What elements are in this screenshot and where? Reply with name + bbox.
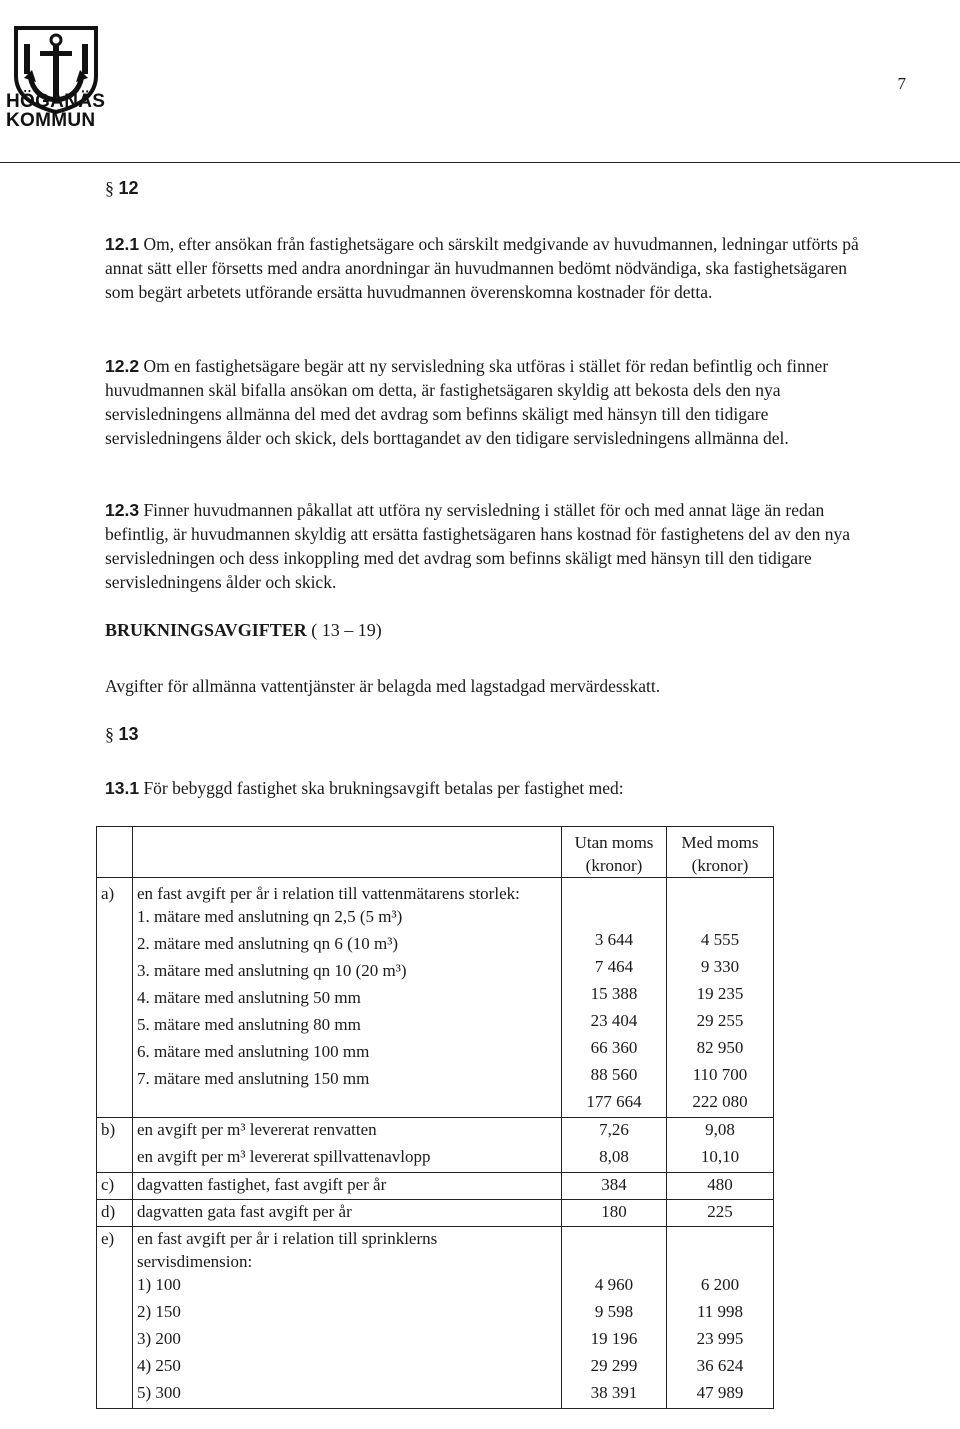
list-item: 3. mätare med anslutning qn 10 (20 m³) (137, 961, 407, 980)
section-13-heading (105, 724, 139, 745)
table-row-c (97, 1173, 774, 1200)
paragraph-12-1 (105, 232, 865, 304)
value-incl: 36 624 (696, 1356, 744, 1375)
paragraph-12-3 (105, 498, 865, 594)
logo-text-line2: KOMMUN (6, 110, 96, 131)
list-item: 5. mätare med anslutning 80 mm (137, 1015, 361, 1034)
col-header-excl-vat: Utan moms (kronor) (562, 827, 667, 878)
paragraph-12-1-number: 12.1 (105, 234, 140, 254)
page-number: 7 (897, 74, 906, 93)
row-d-label: dagvatten gata fast avgift per år (133, 1200, 562, 1227)
value-excl: 23 404 (590, 1011, 638, 1030)
value-excl: 3 644 (594, 930, 634, 949)
value-incl: 19 235 (696, 984, 744, 1003)
list-item: 5) 300 (137, 1383, 181, 1402)
paragraph-12-2-text: Om en fastighetsägare begär att ny servisledning ska utföras i stället för redan befintlig och finner huvudmannen skäl bifalla ansökan om detta, är fastighetsägaren skyldig att bekosta dels den nya servisledningens allmänna del med det avdrag som befinns skäligt med hänsyn till den tidigare servisledningens ålder och skick, dels borttagandet av den tidigare servisledningens allmänna del. (105, 356, 829, 448)
value-incl: 222 080 (692, 1092, 748, 1111)
paragraph-12-2 (105, 354, 865, 450)
paragraph-13-1 (105, 776, 865, 800)
value-excl: 7,26 (599, 1120, 629, 1139)
brukning-heading-ref: ( 13 – 19) (311, 620, 382, 640)
col-header-incl-vat: Med moms (kronor) (667, 827, 774, 878)
section-13-label: 13 (118, 724, 139, 744)
row-letter: c) (97, 1173, 133, 1200)
row-a-description: en fast avgift per år i relation till vattenmätarens storlek: (137, 884, 520, 903)
value-excl: 66 360 (590, 1038, 638, 1057)
list-item: 4. mätare med anslutning 50 mm (137, 988, 361, 1007)
value-excl: 19 196 (590, 1329, 638, 1348)
value-incl: 6 200 (700, 1275, 740, 1294)
paragraph-sign-icon: § (105, 178, 114, 198)
list-item: 3) 200 (137, 1329, 181, 1348)
value-excl: 9 598 (594, 1302, 634, 1321)
value-incl: 82 950 (696, 1038, 744, 1057)
value-incl: 9 330 (700, 957, 740, 976)
value-excl: 88 560 (590, 1065, 638, 1084)
brukning-intro: Avgifter för allmänna vattentjänster är belagda med lagstadgad mervärdesskatt. (105, 676, 661, 696)
value-incl: 11 998 (696, 1302, 744, 1321)
brukning-heading-title: BRUKNINGSAVGIFTER (105, 620, 307, 640)
value-excl: 177 664 (586, 1092, 642, 1111)
list-item: 2. mätare med anslutning qn 6 (10 m³) (137, 934, 398, 953)
value-incl: 480 (667, 1173, 774, 1200)
value-excl: 8,08 (599, 1147, 629, 1166)
row-letter: a) (97, 878, 133, 1118)
list-item: 1) 100 (137, 1275, 181, 1294)
paragraph-13-1-number: 13.1 (105, 778, 140, 798)
value-incl: 29 255 (696, 1011, 744, 1030)
table-row-d (97, 1200, 774, 1227)
value-excl: 4 960 (594, 1275, 634, 1294)
paragraph-12-2-number: 12.2 (105, 356, 140, 376)
paragraph-sign-icon: § (105, 724, 114, 744)
list-item: 7. mätare med anslutning 150 mm (137, 1069, 370, 1088)
list-item: 1. mätare med anslutning qn 2,5 (5 m³) (137, 907, 403, 926)
value-incl: 4 555 (700, 930, 740, 949)
paragraph-12-1-text: Om, efter ansökan från fastighetsägare och särskilt medgivande av huvudmannen, ledningar utförts på annat sätt eller försetts med andra anordningar än huvudmannen bedömt nödvändiga, ska fastighetsägaren som begärt arbetets utförande ersätta huvudmannen överenskomna kostnader för detta. (105, 234, 859, 302)
row-c-label: dagvatten fastighet, fast avgift per år (133, 1173, 562, 1200)
table-row-e (97, 1227, 774, 1409)
list-item: 4) 250 (137, 1356, 181, 1375)
fee-table (96, 826, 774, 1409)
paragraph-12-3-text: Finner huvudmannen påkallat att utföra ny servisledning i stället för och med annat läge än redan befintlig, är huvudmannen skyldig att ersätta fastighetsägaren hans kostnad för fastighetens del av den nya servisledningen och dess inkoppling med det avdrag som befinns skäligt med hänsyn till den tidigare servisledningens ålder och skick. (105, 500, 850, 592)
value-incl: 10,10 (700, 1147, 740, 1166)
value-incl: 47 989 (696, 1383, 744, 1402)
row-letter: e) (97, 1227, 133, 1409)
list-item: en avgift per m³ levererat renvatten (137, 1120, 377, 1139)
row-letter: d) (97, 1200, 133, 1227)
section-12-label: 12 (118, 178, 139, 198)
logo-text-line1: HÖGANÄS (6, 91, 106, 112)
value-excl: 384 (562, 1173, 667, 1200)
paragraph-12-3-number: 12.3 (105, 500, 140, 520)
value-excl: 38 391 (590, 1383, 638, 1402)
value-excl: 15 388 (590, 984, 638, 1003)
value-excl: 29 299 (590, 1356, 638, 1375)
value-incl: 225 (667, 1200, 774, 1227)
brukning-heading (105, 620, 382, 641)
value-incl: 9,08 (705, 1120, 735, 1139)
row-letter: b) (97, 1118, 133, 1173)
table-row-b (97, 1118, 774, 1173)
list-item: 2) 150 (137, 1302, 181, 1321)
header-divider (0, 162, 960, 163)
value-incl: 23 995 (696, 1329, 744, 1348)
list-item: en avgift per m³ levererat spillvattenavlopp (137, 1147, 431, 1166)
list-item: 6. mätare med anslutning 100 mm (137, 1042, 370, 1061)
paragraph-13-1-text: För bebyggd fastighet ska brukningsavgift betalas per fastighet med: (143, 778, 624, 798)
table-row-a (97, 878, 774, 1118)
section-12-heading (105, 178, 139, 199)
value-excl: 180 (562, 1200, 667, 1227)
row-e-description: en fast avgift per år i relation till sprinklerns servisdimension: (137, 1229, 438, 1271)
municipality-logo-text (6, 92, 106, 130)
value-incl: 110 700 (692, 1065, 748, 1084)
value-excl: 7 464 (594, 957, 634, 976)
table-header-row (97, 827, 774, 878)
